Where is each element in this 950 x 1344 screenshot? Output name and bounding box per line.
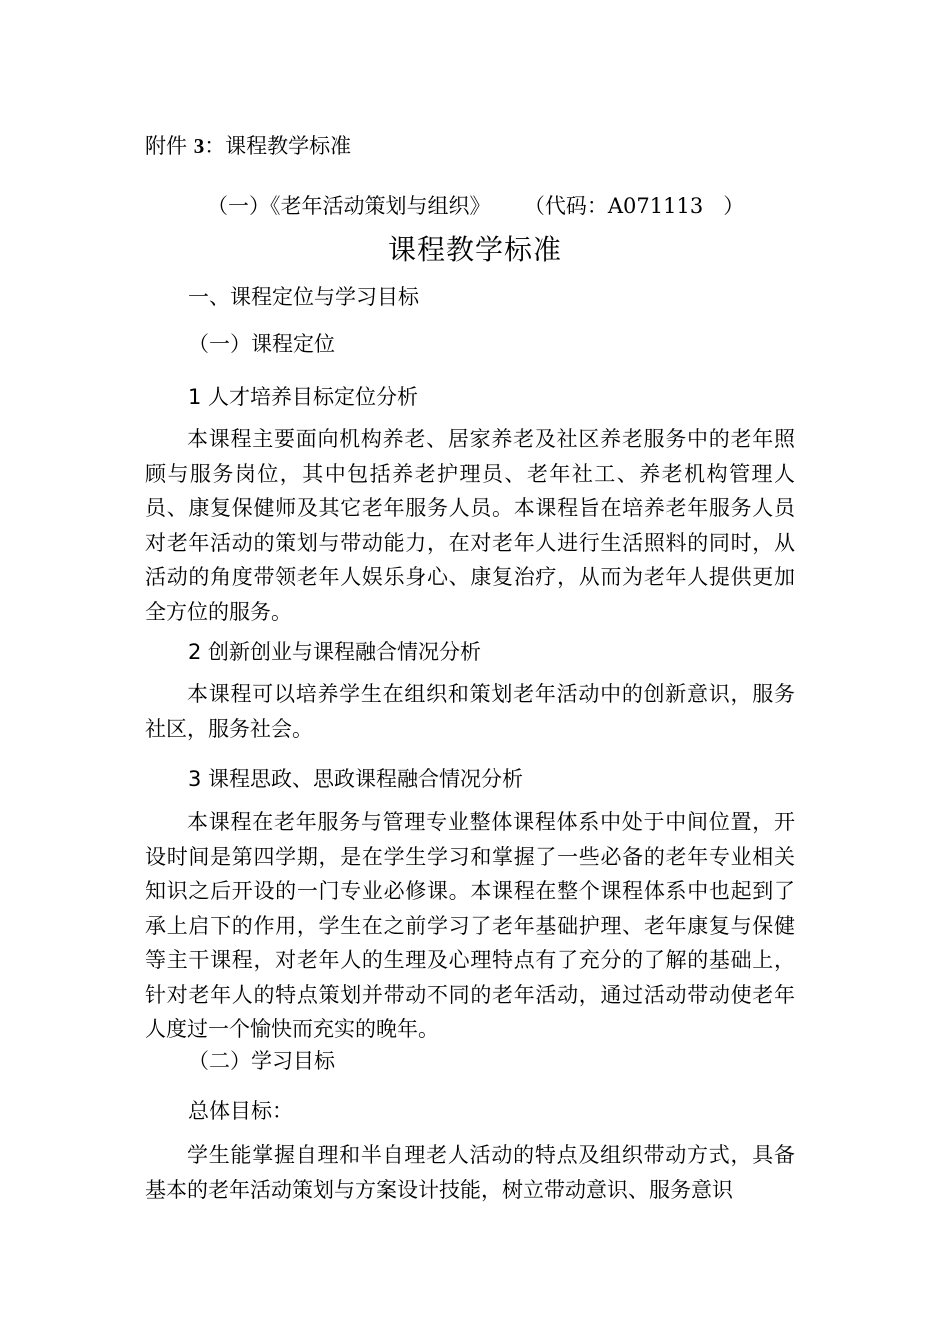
subsection-heading-learning-goals: （二）学习目标 <box>188 1049 335 1073</box>
attachment-prefix: 附件 <box>145 134 187 158</box>
paragraph-text: 本课程主要面向机构养老、居家养老及社区养老服务中的老年照顾与服务岗位，其中包括养老护理员、老年社工、养老机构管理人员、康复保健师及其它老年服务人员。本课程旨在培养老年服务人员对老年活动的策划与带动能力，在对老年人进行生活照料的同时，从活动的角度带领老年人娱乐身心、康复治疗，从而为老年人提供更加全方位的服务。 <box>145 427 795 624</box>
attachment-label <box>145 130 351 160</box>
attachment-suffix: ：课程教学标准 <box>204 134 352 158</box>
overall-goal-label: 总体目标： <box>188 1099 293 1123</box>
section-heading-1: 一、课程定位与学习目标 <box>188 285 419 309</box>
paragraph-ideology <box>145 805 795 1047</box>
paragraph-innovation <box>145 677 795 746</box>
subsection-heading-course-positioning: （一）课程定位 <box>188 332 335 356</box>
document-title: 课程教学标准 <box>387 233 562 266</box>
paragraph-text: 本课程在老年服务与管理专业整体课程体系中处于中间位置，开设时间是第四学期，是在学生学习和掌握了一些必备的老年专业相关知识之后开设的一门专业必修课。本课程在整个课程体系中也起到了承上启下的作用，学生在之前学习了老年基础护理、老年康复与保健等主干课程，对老年人的生理及心理特点有了充分的了解的基础上，针对老年人的特点策划并带动不同的老年活动，通过活动带动使老年人度过一个愉快而充实的晚年。 <box>145 810 795 1041</box>
paragraph-overall-goal <box>145 1138 795 1207</box>
paragraph-talent-training <box>145 422 795 629</box>
attachment-number: 3 <box>193 134 205 158</box>
item-heading-innovation: 2 创新创业与课程融合情况分析 <box>188 640 482 664</box>
paragraph-text: 本课程可以培养学生在组织和策划老年活动中的创新意识，服务社区，服务社会。 <box>145 682 795 741</box>
item-heading-ideology: 3 课程思政、思政课程融合情况分析 <box>188 767 524 791</box>
item-heading-talent-training: 1 人才培养目标定位分析 <box>188 385 419 409</box>
course-name-code: （一）《老年活动策划与组织》 （代码：A071113 ） <box>207 194 745 218</box>
paragraph-text: 学生能掌握自理和半自理老人活动的特点及组织带动方式，具备基本的老年活动策划与方案设计技能，树立带动意识、服务意识 <box>145 1143 795 1202</box>
